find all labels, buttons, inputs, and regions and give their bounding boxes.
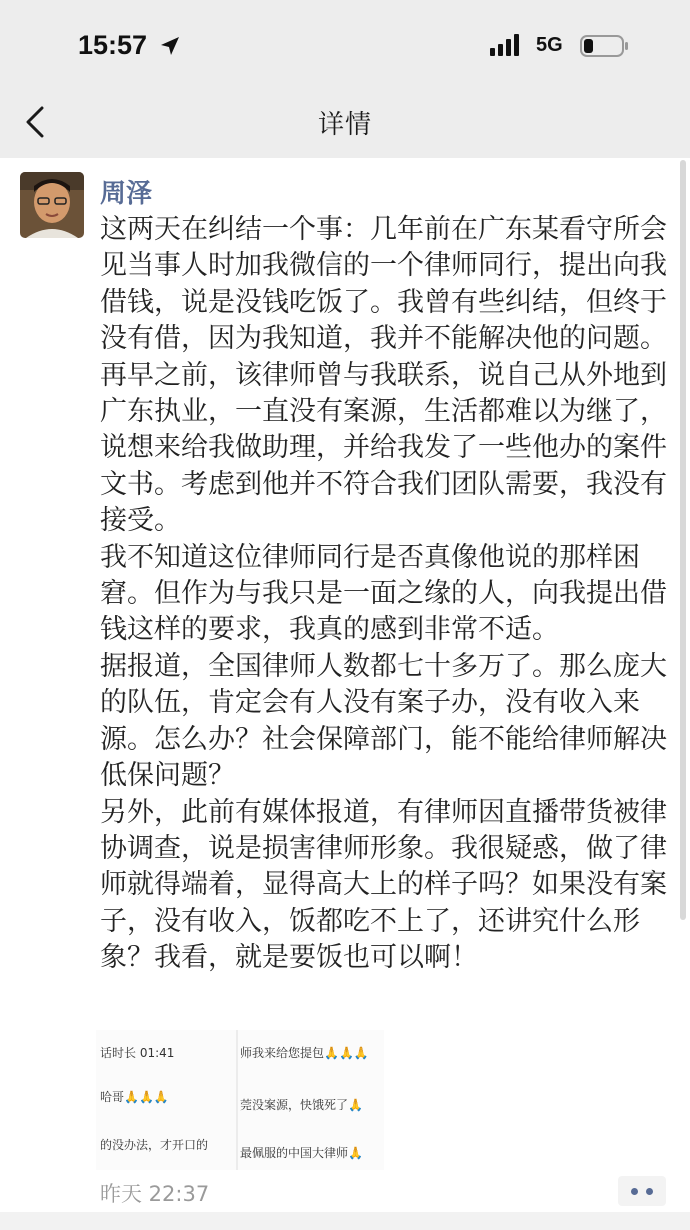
image-text-row [240,1096,363,1113]
post-image-2[interactable] [238,1030,384,1170]
image-text: 最佩服的中国大律师 [240,1146,349,1160]
more-actions-icon[interactable] [618,1176,666,1206]
post-body [100,212,670,977]
network-type: 5G [536,34,563,56]
location-arrow-icon [158,34,182,58]
pray-emoji-icon: 🙏 [348,1146,363,1160]
status-time: 15:57 [78,30,148,60]
image-text: 莞没案源，快饿死了 [240,1098,349,1112]
image-text-row [240,1044,369,1061]
dot [631,1188,638,1195]
avatar[interactable] [20,172,84,238]
image-text: 的没办法，才开口的 [100,1138,209,1152]
battery-icon [580,34,630,58]
bottom-divider [0,1212,690,1230]
image-text-row [240,1144,363,1161]
dot [646,1188,653,1195]
image-text: 哈哥 [100,1090,125,1104]
header-area [0,0,690,158]
page-title: 详情 [317,110,372,140]
post-image-1[interactable] [96,1030,236,1170]
pray-emoji-icon: 🙏🙏🙏 [324,1046,369,1060]
post-paragraph: 再早之前，该律师曾与我联系，说自己从外地到广东执业，一直没有案源，生活都难以为继了，说想来给我做助理，并给我发了一些他办的案件文书。考虑到他并不符合我们团队需要，我没有接受。 [100,359,667,537]
pray-emoji-icon: 🙏 [348,1098,363,1112]
image-text: 师我来给您提包 [240,1046,325,1060]
scrollbar[interactable] [680,160,686,920]
signal-icon [490,34,526,56]
image-text-row [100,1088,169,1105]
post-timestamp: 昨天 22:37 [100,1182,210,1206]
post-paragraph: 我不知道这位律师同行是否真像他说的那样困窘。但作为与我只是一面之缘的人，向我提出借钱这样的要求，我真的感到非常不适。 [100,541,667,646]
post-paragraph: 这两天在纠结一个事：几年前在广东某看守所会见当事人时加我微信的一个律师同行，提出向我借钱，说是没钱吃饭了。我曾有些纠结，但终于没有借，因为我知道，我并不能解决他的问题。 [100,214,667,355]
post-paragraph: 另外，此前有媒体报道，有律师因直播带货被律协调查，说是损害律师形象。我很疑惑，做了律师就得端着，显得高大上的样子吗？如果没有案子，没有收入，饭都吃不上了，还讲究什么形象？我看，就是要饭也可以啊！ [100,796,667,974]
author-name[interactable]: 周泽 [100,179,153,209]
image-text: 话时长 01:41 [100,1046,175,1060]
pray-emoji-icon: 🙏🙏🙏 [124,1090,169,1104]
post-paragraph: 据报道，全国律师人数都七十多万了。那么庞大的队伍，肯定会有人没有案子办，没有收入来源。怎么办？社会保障部门，能不能给律师解决低保问题？ [100,650,667,792]
